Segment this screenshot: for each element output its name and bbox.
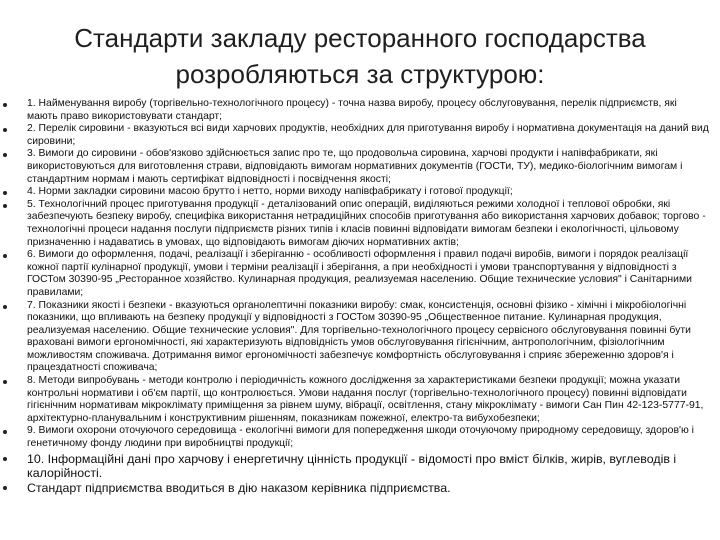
list-item [0,199,720,249]
list-item-text: 7. Показники якості і безпеки - вказуються органолептичні показники виробу: смак, консистенція, основні фізико - хімічні і мікробіологічні показники, що впливають на безпеку продукції у відповідності з ГОСТом 30390-95 „Общественное питание. Кулинарная продукция, реализуемая населению. Общие технические условия". Для торгівельно-технологічного процесу сервісного обслуговування повинні бути враховані вимоги ергономічності, які характеризують відповідність умов обслуговування гігієнічним, антропологічним, фізіологічним можливостям споживача. Дотримання вимог ергономічності забезпечує комфортність обслуговування і сприяє збереженню здоров'я і працездатності споживача; [27,299,691,374]
bullet-icon [3,430,7,434]
list-item-text: 3. Вимоги до сировини - обов'язково здійснюється запис про те, що продовольча сировина, харчові продукти і напівфабрикати, які використовуються для виготовлення страви, відповідають вимогам нормативних документів (ГОСТи, ТУ), медико-біологічним вимогам і стандартним нормам і мають сертифікат відповідності і посвідчення якості; [27,148,683,185]
title-line-2: розробляються за структурою: [175,59,545,89]
list-item-text: 5. Технологічний процес приготування продукції - деталізований опис операцій, виділяються режими холодної і теплової обробки, які забезпечують безпеку виробу, специфіка використання нетрадиційних способів приготування або використання харчових добавок; торгово - технологічні процеси надання послуги підприємств різних типів і класів повинні відповідати вимогам безпеки і екологічності, цільовому призначенню і надаватись в умовах, що відповідають вимогам діючих нормативних актів; [27,198,706,248]
list-item [0,481,720,495]
list-item [0,425,720,450]
list-item [0,300,720,376]
bullet-icon [3,204,7,208]
list-item-text: 9. Вимоги охорони оточуючого середовища - екологічні вимоги для попередження шкоди оточуючому природному середовищу, здоров'ю і генетичному фонду людини при виробництві продукції; [27,425,694,450]
list-item-text: 8. Методи випробувань - методи контролю і періодичність кожного дослідження за характеристиками безпеки продукції; можна указати контрольні нормативи і об'єм партії, що контролюється. Умови надання послуг (торгівельно-технологічного процесу) повинні відповідати гігієнічним нормативам мікроклімату приміщення за рівнем шуму, вібрації, освітлення, стану мікроклімату - вимоги Сан Пин 42-123-5777-91, архітектурно-планувальним і конструктивним рішенням, показникам пожежної, електро-та вибухобезпеки; [27,375,704,424]
list-item [0,186,720,199]
bullet-icon [3,191,7,195]
list-item [0,249,720,299]
bullet-icon [3,305,7,309]
list-item-text: 4. Норми закладки сировини масою брутто і нетто, норми виходу напівфабрикату і готової продукції; [27,186,513,198]
list-item-text: 2. Перелік сировини - вказуються всі види харчових продуктів, необхідних для приготування виробу і нормативна документація на даний вид сировини; [27,123,709,147]
standard-structure-list [0,98,720,495]
bullet-icon [3,486,7,490]
bullet-icon [3,254,7,258]
list-item [0,452,720,480]
list-item-text: 1. Найменування виробу (торгівельно-технологічного процесу) - точна назва виробу, процесу обслуговування, перелік підприємств, які мають право використовувати стандарт; [27,98,677,122]
bullet-icon [3,103,7,107]
bullet-icon [3,380,7,384]
list-item-text: 10. Інформаційні дані про харчову і енергетичну цінність продукції - відомості про вміст білків, жирів, вуглеводів і калорійності. [27,451,677,480]
list-item-text: Стандарт підприємства вводиться в дію наказом керівника підприємства. [27,480,451,495]
title-line-1: Стандарти закладу ресторанного господарства [74,23,646,53]
bullet-icon [3,153,7,157]
list-item [0,123,720,148]
list-item-text: 6. Вимоги до оформлення, подачі, реалізації і зберіганню - особливості оформлення і правил подачі виробів, вимоги і порядок реалізації кожної партії кулінарної продукції, умови і терміни реалізації і зберігання, а при необхідності і умови транспортування у відповідності з ГОСТом 30390-95 „Ресторанное хозяйство. Кулинарная продукция, реализуемая населению. Общие технические условия" і Санітарними правилами; [27,249,692,298]
list-item [0,375,720,425]
bullet-icon [3,128,7,132]
slide-title [20,20,700,92]
bullet-icon [3,457,7,461]
list-item [0,98,720,123]
list-item [0,148,720,186]
